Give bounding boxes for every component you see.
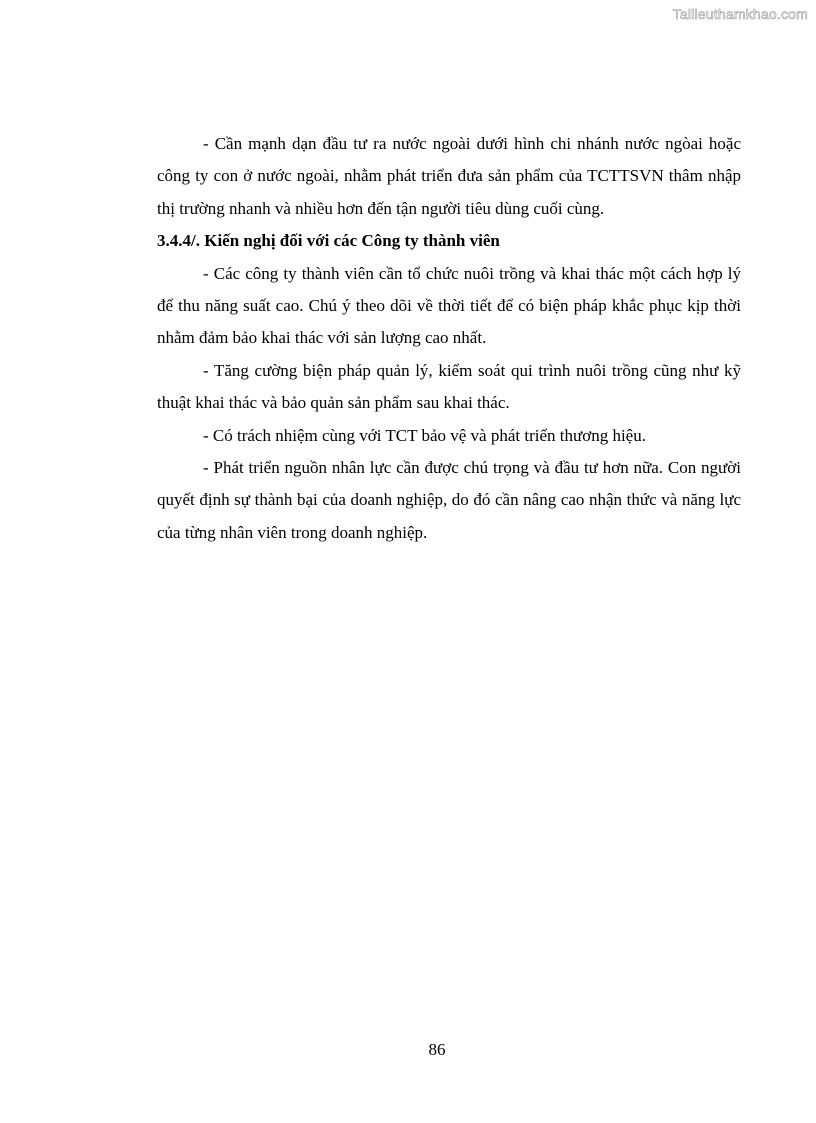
paragraph-management-control: - Tăng cường biện pháp quản lý, kiểm soát qui trình nuôi trồng cũng như kỹ thuật khai thác và bảo quản sản phẩm sau khai thác. [157, 360, 741, 413]
paragraph-farming-harvesting: - Các công ty thành viên cần tổ chức nuôi trồng và khai thác một cách hợp lý để thu năng suất cao. Chú ý theo dõi về thời tiết để có biện pháp khắc phục kịp thời nhằm đảm bảo khai thác với sản lượng cao nhất. [157, 263, 741, 348]
section-heading: 3.4.4/. Kiến nghị đối với các Công ty thành viên [157, 231, 500, 251]
paragraph-overseas-investment: - Cần mạnh dạn đầu tư ra nước ngoài dưới hình chi nhánh nước ngòai hoặc công ty con ở nước ngoài, nhằm phát triển đưa sản phẩm của TCTTSVN thâm nhập thị trường nhanh và nhiều hơn đến tận người tiêu dùng cuối cùng. [157, 134, 741, 218]
paragraph-human-resources: - Phát triển nguồn nhân lực cần được chú trọng và đầu tư hơn nữa. Con người quyết định sự thành bại của doanh nghiệp, do đó cần nâng cao nhận thức và năng lực của từng nhân viên trong doanh nghiệp. [157, 458, 741, 542]
page-number: 86 [428, 1040, 446, 1059]
paragraph-brand-protection: - Có trách nhiệm cùng với TCT bảo vệ và phát triển thương hiệu. [203, 425, 646, 445]
page-body [157, 128, 741, 549]
watermark-text: Tailieuthamkhao.com [672, 6, 808, 22]
